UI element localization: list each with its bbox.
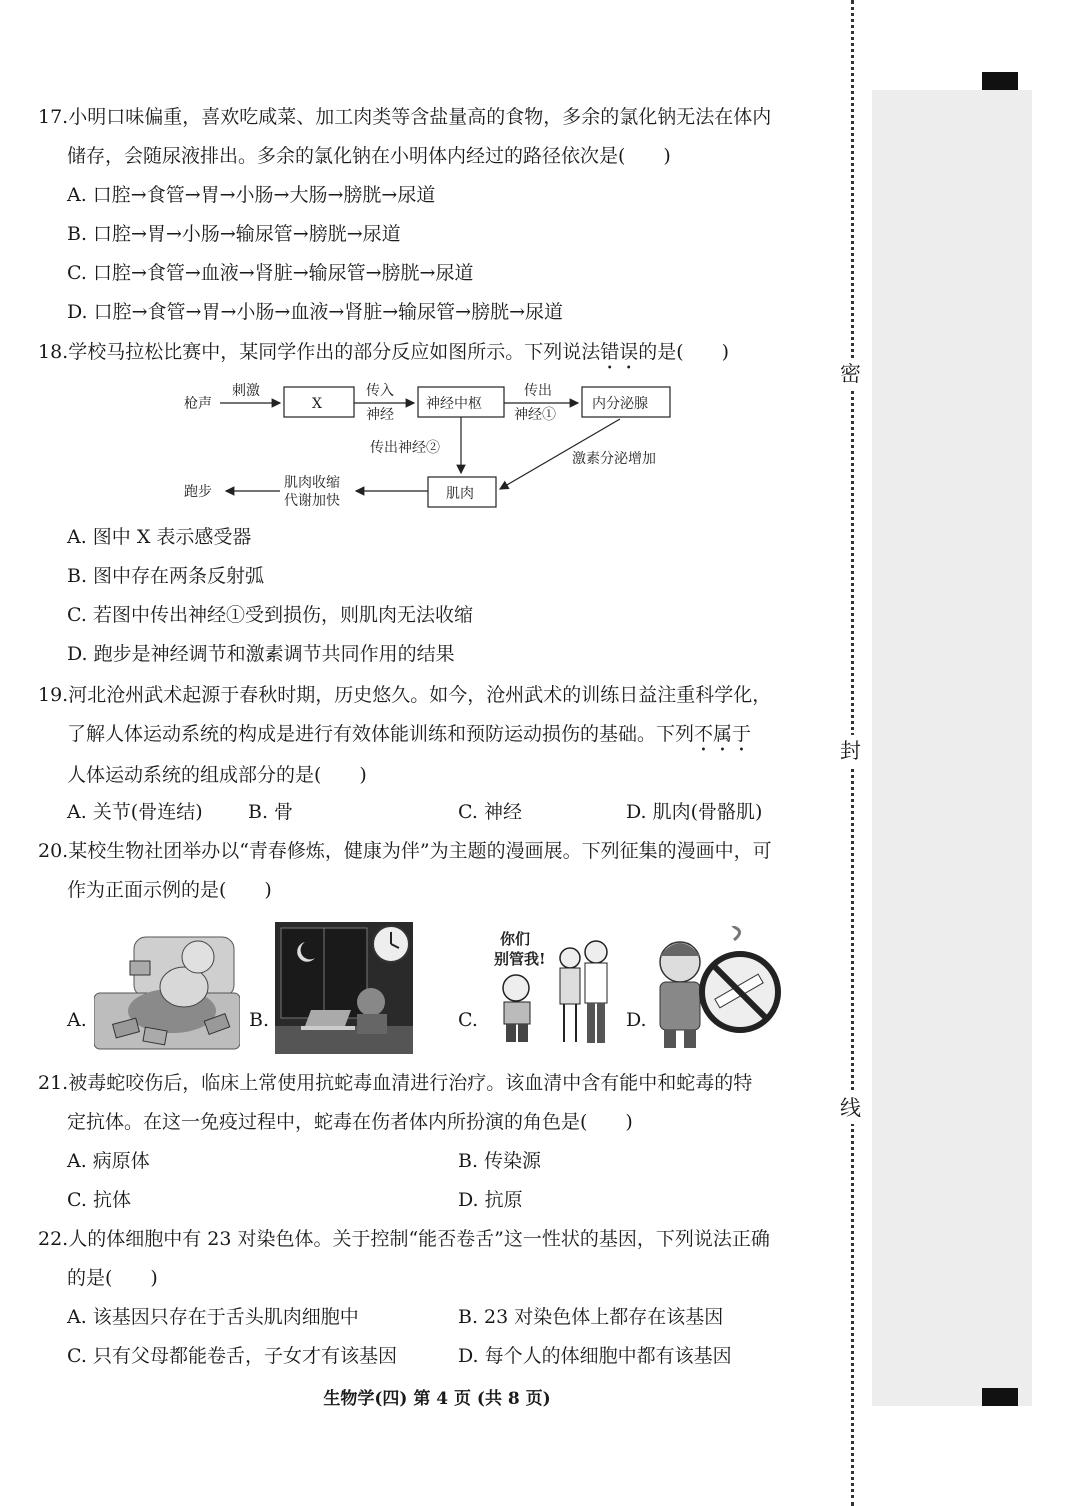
diagram-hormone: 激素分泌增加 bbox=[572, 451, 656, 467]
diagram-contract-2: 代谢加快 bbox=[284, 493, 340, 509]
q21-option-c: C. 抗体 bbox=[67, 1189, 131, 1211]
q17-stem-line2: 储存，会随尿液排出。多余的氯化钠在小明体内经过的路径依次是( ) bbox=[67, 145, 671, 167]
answer-margin-panel bbox=[872, 90, 1032, 1406]
registration-mark-top bbox=[982, 72, 1018, 90]
comic-b-late-night-laptop bbox=[275, 922, 413, 1054]
question-19 bbox=[38, 676, 838, 795]
diagram-efferent-2: 传出神经② bbox=[370, 440, 440, 456]
q18-stem-post: 的是( ) bbox=[638, 341, 730, 363]
q22-option-c: C. 只有父母都能卷舌，子女才有该基因 bbox=[67, 1345, 397, 1367]
q21-option-b: B. 传染源 bbox=[458, 1150, 542, 1172]
diagram-gland: 内分泌腺 bbox=[592, 396, 648, 412]
q22-option-d: D. 每个人的体细胞中都有该基因 bbox=[458, 1345, 732, 1367]
q19-option-b: B. 骨 bbox=[248, 801, 294, 823]
diagram-efferent-1a: 传出 bbox=[524, 383, 552, 399]
comic-c-text-1: 你们 bbox=[500, 930, 531, 948]
diagram-x: X bbox=[312, 396, 322, 412]
q18-option-c: C. 若图中传出神经①受到损伤，则肌肉无法收缩 bbox=[67, 604, 473, 626]
diagram-muscle: 肌肉 bbox=[446, 486, 474, 502]
diagram-running: 跑步 bbox=[184, 484, 212, 500]
question-17 bbox=[38, 98, 838, 332]
diagram-center: 神经中枢 bbox=[426, 396, 482, 412]
q21-option-a: A. 病原体 bbox=[67, 1150, 150, 1172]
q18-options bbox=[38, 518, 838, 674]
comic-a-couch-snacks bbox=[94, 933, 240, 1053]
comic-d-no-smoking bbox=[652, 926, 784, 1052]
q19-stem-line1: 19.河北沧州武术起源于春秋时期，历史悠久。如今，沧州武术的训练日益注重科学化， bbox=[38, 684, 772, 706]
diagram-afferent-2: 神经 bbox=[366, 407, 394, 423]
reflex-diagram bbox=[170, 375, 720, 515]
page-footer: 生物学(四) 第 4 页 (共 8 页) bbox=[323, 1389, 551, 1409]
q17-option-a: A. 口腔→食管→胃→小肠→大肠→膀胱→尿道 bbox=[67, 184, 436, 206]
q19-stem-line3: 人体运动系统的组成部分的是( ) bbox=[67, 764, 367, 786]
q18-option-a: A. 图中 X 表示感受器 bbox=[67, 526, 252, 548]
q21-option-d: D. 抗原 bbox=[458, 1189, 523, 1211]
seal-char-xian: 线 bbox=[840, 1092, 861, 1124]
q18-stem-emphasis: 错误 bbox=[600, 341, 639, 363]
question-20 bbox=[38, 832, 838, 910]
q19-stem-pre: 了解人体运动系统的构成是进行有效体能训练和预防运动损伤的基础。下列 bbox=[67, 723, 695, 745]
comic-c-text-2: 别管我! bbox=[494, 950, 546, 968]
diagram-efferent-1b: 神经① bbox=[514, 407, 556, 423]
q19-option-a: A. 关节(骨连结) bbox=[67, 801, 203, 823]
diagram-gunshot: 枪声 bbox=[184, 396, 212, 412]
q19-option-c: C. 神经 bbox=[458, 801, 522, 823]
q21-stem-line2: 定抗体。在这一免疫过程中，蛇毒在伤者体内所扮演的角色是( ) bbox=[67, 1111, 633, 1133]
q19-stem-line2 bbox=[38, 715, 838, 756]
q18-stem-pre: 18.学校马拉松比赛中，某同学作出的部分反应如图所示。下列说法 bbox=[38, 341, 601, 363]
q22-stem-line2: 的是( ) bbox=[67, 1267, 158, 1289]
comic-c-defiant-child bbox=[492, 926, 618, 1052]
diagram-afferent-1: 传入 bbox=[366, 383, 394, 399]
q22-stem-line1: 22.人的体细胞中有 23 对染色体。关于控制“能否卷舌”这一性状的基因，下列说法正确 bbox=[38, 1228, 770, 1250]
question-21 bbox=[38, 1064, 838, 1142]
q19-option-d: D. 肌肉(骨骼肌) bbox=[626, 801, 763, 823]
q20-label-a: A. bbox=[67, 1009, 87, 1031]
q17-stem-line1: 17.小明口味偏重，喜欢吃咸菜、加工肉类等含盐量高的食物，多余的氯化钠无法在体内 bbox=[38, 106, 772, 128]
q17-option-d: D. 口腔→食管→胃→小肠→血液→肾脏→输尿管→膀胱→尿道 bbox=[67, 301, 563, 323]
q17-option-b: B. 口腔→胃→小肠→输尿管→膀胱→尿道 bbox=[67, 223, 401, 245]
seal-char-mi: 密 bbox=[840, 358, 861, 390]
question-18 bbox=[38, 333, 838, 374]
q20-label-d: D. bbox=[626, 1009, 647, 1031]
q20-stem-line1: 20.某校生物社团举办以“青春修炼，健康为伴”为主题的漫画展。下列征集的漫画中，可 bbox=[38, 840, 772, 862]
q20-label-b: B. bbox=[249, 1009, 270, 1031]
q20-label-c: C. bbox=[458, 1009, 478, 1031]
seal-char-feng: 封 bbox=[840, 735, 861, 767]
q18-option-b: B. 图中存在两条反射弧 bbox=[67, 565, 265, 587]
diagram-contract-1: 肌肉收缩 bbox=[284, 475, 340, 491]
q18-stem bbox=[38, 333, 838, 374]
q18-option-d: D. 跑步是神经调节和激素调节共同作用的结果 bbox=[67, 643, 455, 665]
q22-option-b: B. 23 对染色体上都存在该基因 bbox=[458, 1306, 724, 1328]
q22-option-a: A. 该基因只存在于舌头肌肉细胞中 bbox=[67, 1306, 359, 1328]
q19-stem-emphasis: 不属于 bbox=[694, 723, 752, 745]
q20-stem-line2: 作为正面示例的是( ) bbox=[67, 879, 272, 901]
registration-mark-bottom bbox=[982, 1388, 1018, 1406]
q17-option-c: C. 口腔→食管→血液→肾脏→输尿管→膀胱→尿道 bbox=[67, 262, 474, 284]
question-22 bbox=[38, 1220, 838, 1298]
q21-stem-line1: 21.被毒蛇咬伤后，临床上常使用抗蛇毒血清进行治疗。该血清中含有能中和蛇毒的特 bbox=[38, 1072, 753, 1094]
diagram-stimulus: 刺激 bbox=[232, 383, 260, 399]
